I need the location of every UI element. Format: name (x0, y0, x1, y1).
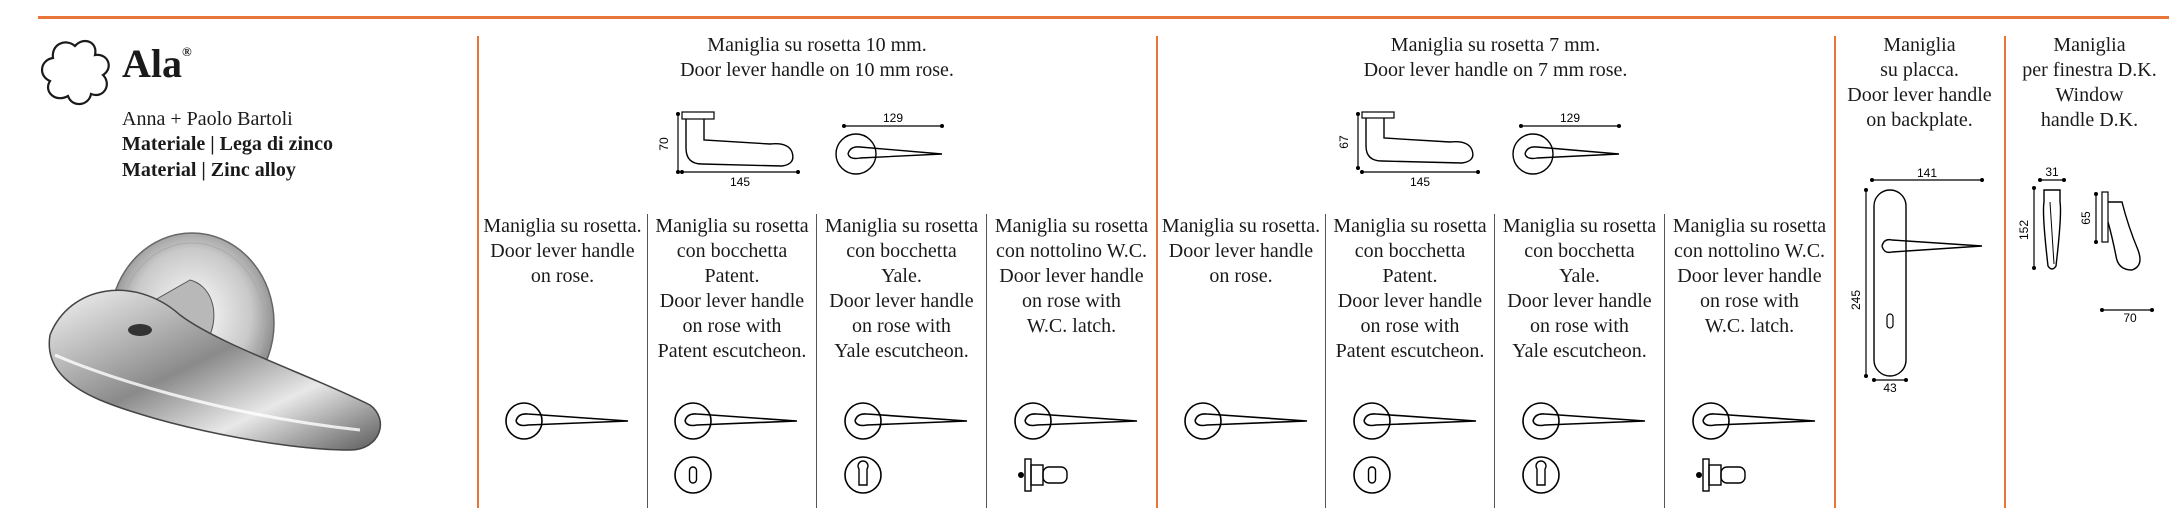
section-title-backplate: Maniglia su placca. Door lever handle on backplate. (1847, 34, 1992, 131)
dim-rose7-length: 145 (1409, 175, 1431, 189)
wc-latch-icon (1018, 459, 1067, 491)
yale-escutcheon-icon (845, 457, 881, 493)
dim-backplate-height: 245 (1849, 289, 1863, 311)
dimension-drawing-backplate (1849, 166, 2002, 400)
handle-on-rose-icon (506, 403, 628, 439)
dimension-side-view-rose10 (657, 106, 810, 189)
variant-icons (0, 395, 2169, 508)
handle-on-rose-icon (1185, 403, 1307, 439)
yale-escutcheon-icon (1523, 457, 1559, 493)
handle-on-rose-icon (1693, 403, 1815, 439)
material-italian: Materiale | Lega di zinco (122, 133, 334, 155)
handle-on-rose-icon (1015, 403, 1137, 439)
dimension-side-view-rose7 (1337, 106, 1490, 189)
dimension-front-view-rose10 (828, 110, 958, 180)
patent-escutcheon-icon (1354, 457, 1390, 493)
dim-rose10-height: 70 (657, 137, 671, 151)
dim-rose10-length: 145 (729, 175, 751, 189)
dim-backplate-bottom: 43 (1883, 381, 1897, 395)
dim-rose7-width: 129 (1559, 111, 1581, 125)
patent-escutcheon-icon (675, 457, 711, 493)
dim-rose10-width: 129 (882, 111, 904, 125)
variant-yale: Maniglia su rosetta con bocchetta Yale. Door lever handle on rose with Yale escutcheon. (824, 215, 979, 362)
section-title-rose7: Maniglia su rosetta 7 mm. Door lever handle on 7 mm rose. (1363, 34, 1628, 81)
handle-on-rose-icon (1354, 403, 1476, 439)
variant-yale: Maniglia su rosetta con bocchetta Yale. Door lever handle on rose with Yale escutcheon. (1502, 215, 1657, 362)
dim-window-length: 70 (2123, 311, 2137, 325)
dimension-front-view-rose7 (1505, 110, 1635, 180)
variant-wc: Maniglia su rosetta con nottolino W.C. Door lever handle on rose with W.C. latch. (1672, 215, 1827, 337)
dim-rose7-height: 67 (1337, 135, 1351, 149)
variant-rose: Maniglia su rosetta. Door lever handle on rose. (483, 215, 642, 287)
section-title-window: Maniglia per finestra D.K. Window handle D.K. (2022, 34, 2157, 131)
section-title-rose10: Maniglia su rosetta 10 mm. Door lever handle on 10 mm rose. (680, 34, 954, 81)
dimension-drawing-window (2017, 165, 2168, 326)
variant-rose: Maniglia su rosetta. Door lever handle on rose. (1161, 215, 1321, 287)
variant-wc: Maniglia su rosetta con nottolino W.C. Door lever handle on rose with W.C. latch. (994, 215, 1149, 337)
handle-on-rose-icon (675, 403, 797, 439)
dim-window-height: 152 (2017, 219, 2031, 241)
designer-credit: Anna + Paolo Bartoli (122, 108, 293, 130)
handle-on-rose-icon (845, 403, 967, 439)
dim-window-side: 65 (2079, 211, 2093, 225)
variant-patent: Maniglia su rosetta con bocchetta Patent. Door lever handle on rose with Patent escutcheon. (1333, 215, 1487, 362)
wc-latch-icon (1696, 459, 1745, 491)
material-english: Material | Zinc alloy (122, 159, 296, 181)
brand-name: Ala® (122, 41, 192, 86)
dim-window-top: 31 (2045, 165, 2059, 179)
flower-logo-icon (38, 36, 112, 106)
handle-on-rose-icon (1523, 403, 1645, 439)
variant-patent: Maniglia su rosetta con bocchetta Patent. Door lever handle on rose with Patent escutcheon. (655, 215, 809, 362)
top-accent-bar (38, 16, 2169, 19)
dim-backplate-width: 141 (1916, 166, 1938, 180)
